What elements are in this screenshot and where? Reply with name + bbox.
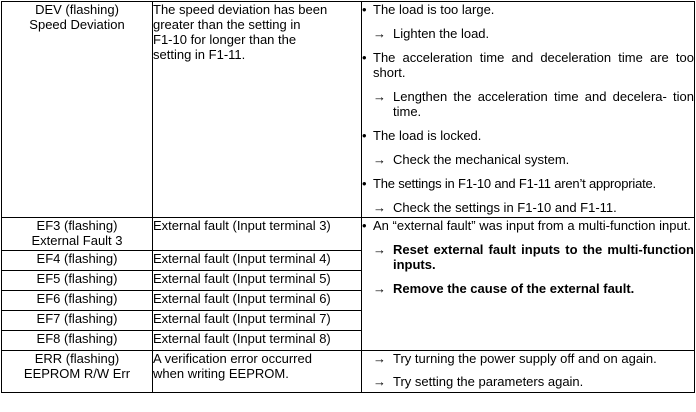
fault-meaning-cell <box>153 291 362 311</box>
meaning-line: setting in F1-11. <box>153 47 246 62</box>
fault-code-cell <box>2 291 153 311</box>
table-row <box>2 2 695 218</box>
fault-code: EF5 (flashing) <box>36 271 118 286</box>
table-row <box>2 351 695 393</box>
fault-meaning-cell <box>153 311 362 331</box>
action-item: → Check the settings in F1-10 and F1-11. <box>373 200 617 215</box>
meaning-line: A verification error occurred <box>153 351 312 366</box>
meaning-line: External fault (Input terminal 6) <box>153 291 331 306</box>
arrow-right-icon: → <box>373 281 386 296</box>
remedy-cell <box>362 351 695 393</box>
fault-code-cell <box>2 271 153 291</box>
fault-code: EF4 (flashing) <box>36 251 118 266</box>
fault-code-cell <box>2 218 153 251</box>
remedy-cell <box>362 2 695 218</box>
fault-code-cell <box>2 2 153 218</box>
meaning-line: External fault (Input terminal 7) <box>153 311 331 326</box>
fault-code: ERR (flashing) <box>34 351 120 366</box>
action-item: → Try setting the parameters again. <box>373 374 584 389</box>
meaning-line: when writing EEPROM. <box>153 366 289 381</box>
arrow-right-icon: → <box>373 89 386 104</box>
fault-name: External Fault 3 <box>31 233 123 248</box>
fault-table <box>1 1 695 393</box>
remedy-cell <box>362 218 695 351</box>
arrow-right-icon: → <box>373 26 386 41</box>
meaning-line: External fault (Input terminal 3) <box>153 218 331 233</box>
cause-item: • The load is too large. <box>362 2 495 17</box>
fault-code: EF8 (flashing) <box>36 331 118 346</box>
action-item: → Lighten the load. <box>373 26 490 41</box>
fault-code-cell <box>2 331 153 351</box>
table-row <box>2 218 695 251</box>
cause-item: • The load is locked. <box>362 128 482 143</box>
arrow-right-icon: → <box>373 242 386 257</box>
arrow-right-icon: → <box>373 351 386 366</box>
action-item: → Lengthen the acceleration time and decelera- tion time. <box>373 89 694 119</box>
cause-item: • The settings in F1-10 and F1-11 aren’t appropriate. <box>362 176 656 191</box>
meaning-line: F1-10 for longer than the <box>153 32 297 47</box>
fault-code: EF7 (flashing) <box>36 311 118 326</box>
fault-code-cell <box>2 311 153 331</box>
fault-name: EEPROM R/W Err <box>23 366 131 381</box>
fault-meaning-cell <box>153 218 362 251</box>
cause-item: • The acceleration time and deceleration time are too short. <box>362 50 694 80</box>
meaning-line: External fault (Input terminal 4) <box>153 251 331 266</box>
bullet-icon: • <box>362 176 367 191</box>
action-item: → Remove the cause of the external fault. <box>373 281 635 296</box>
meaning-line: External fault (Input terminal 8) <box>153 331 331 346</box>
fault-code: EF6 (flashing) <box>36 291 118 306</box>
fault-meaning-cell <box>153 331 362 351</box>
bullet-icon: • <box>362 128 367 143</box>
action-item: → Try turning the power supply off and on again. <box>373 351 657 366</box>
fault-code-cell <box>2 351 153 393</box>
meaning-line: The speed deviation has been <box>153 2 328 17</box>
fault-meaning-cell <box>153 2 362 218</box>
arrow-right-icon: → <box>373 152 386 167</box>
arrow-right-icon: → <box>373 374 386 389</box>
action-item: → Check the mechanical system. <box>373 152 570 167</box>
fault-meaning-cell <box>153 271 362 291</box>
arrow-right-icon: → <box>373 200 386 215</box>
meaning-line: greater than the setting in <box>153 17 301 32</box>
fault-meaning-cell <box>153 251 362 271</box>
bullet-icon: • <box>362 50 367 65</box>
bullet-icon: • <box>362 218 367 233</box>
meaning-line: External fault (Input terminal 5) <box>153 271 331 286</box>
fault-code: EF3 (flashing) <box>36 218 118 233</box>
fault-code-cell <box>2 251 153 271</box>
cause-item: • An “external fault” was input from a multi-function input. <box>362 218 691 233</box>
fault-name: Speed Deviation <box>29 17 125 32</box>
fault-meaning-cell <box>153 351 362 393</box>
fault-code: DEV (flashing) <box>35 2 119 17</box>
action-item: → Reset external fault inputs to the multi-function inputs. <box>373 242 694 272</box>
bullet-icon: • <box>362 2 367 17</box>
